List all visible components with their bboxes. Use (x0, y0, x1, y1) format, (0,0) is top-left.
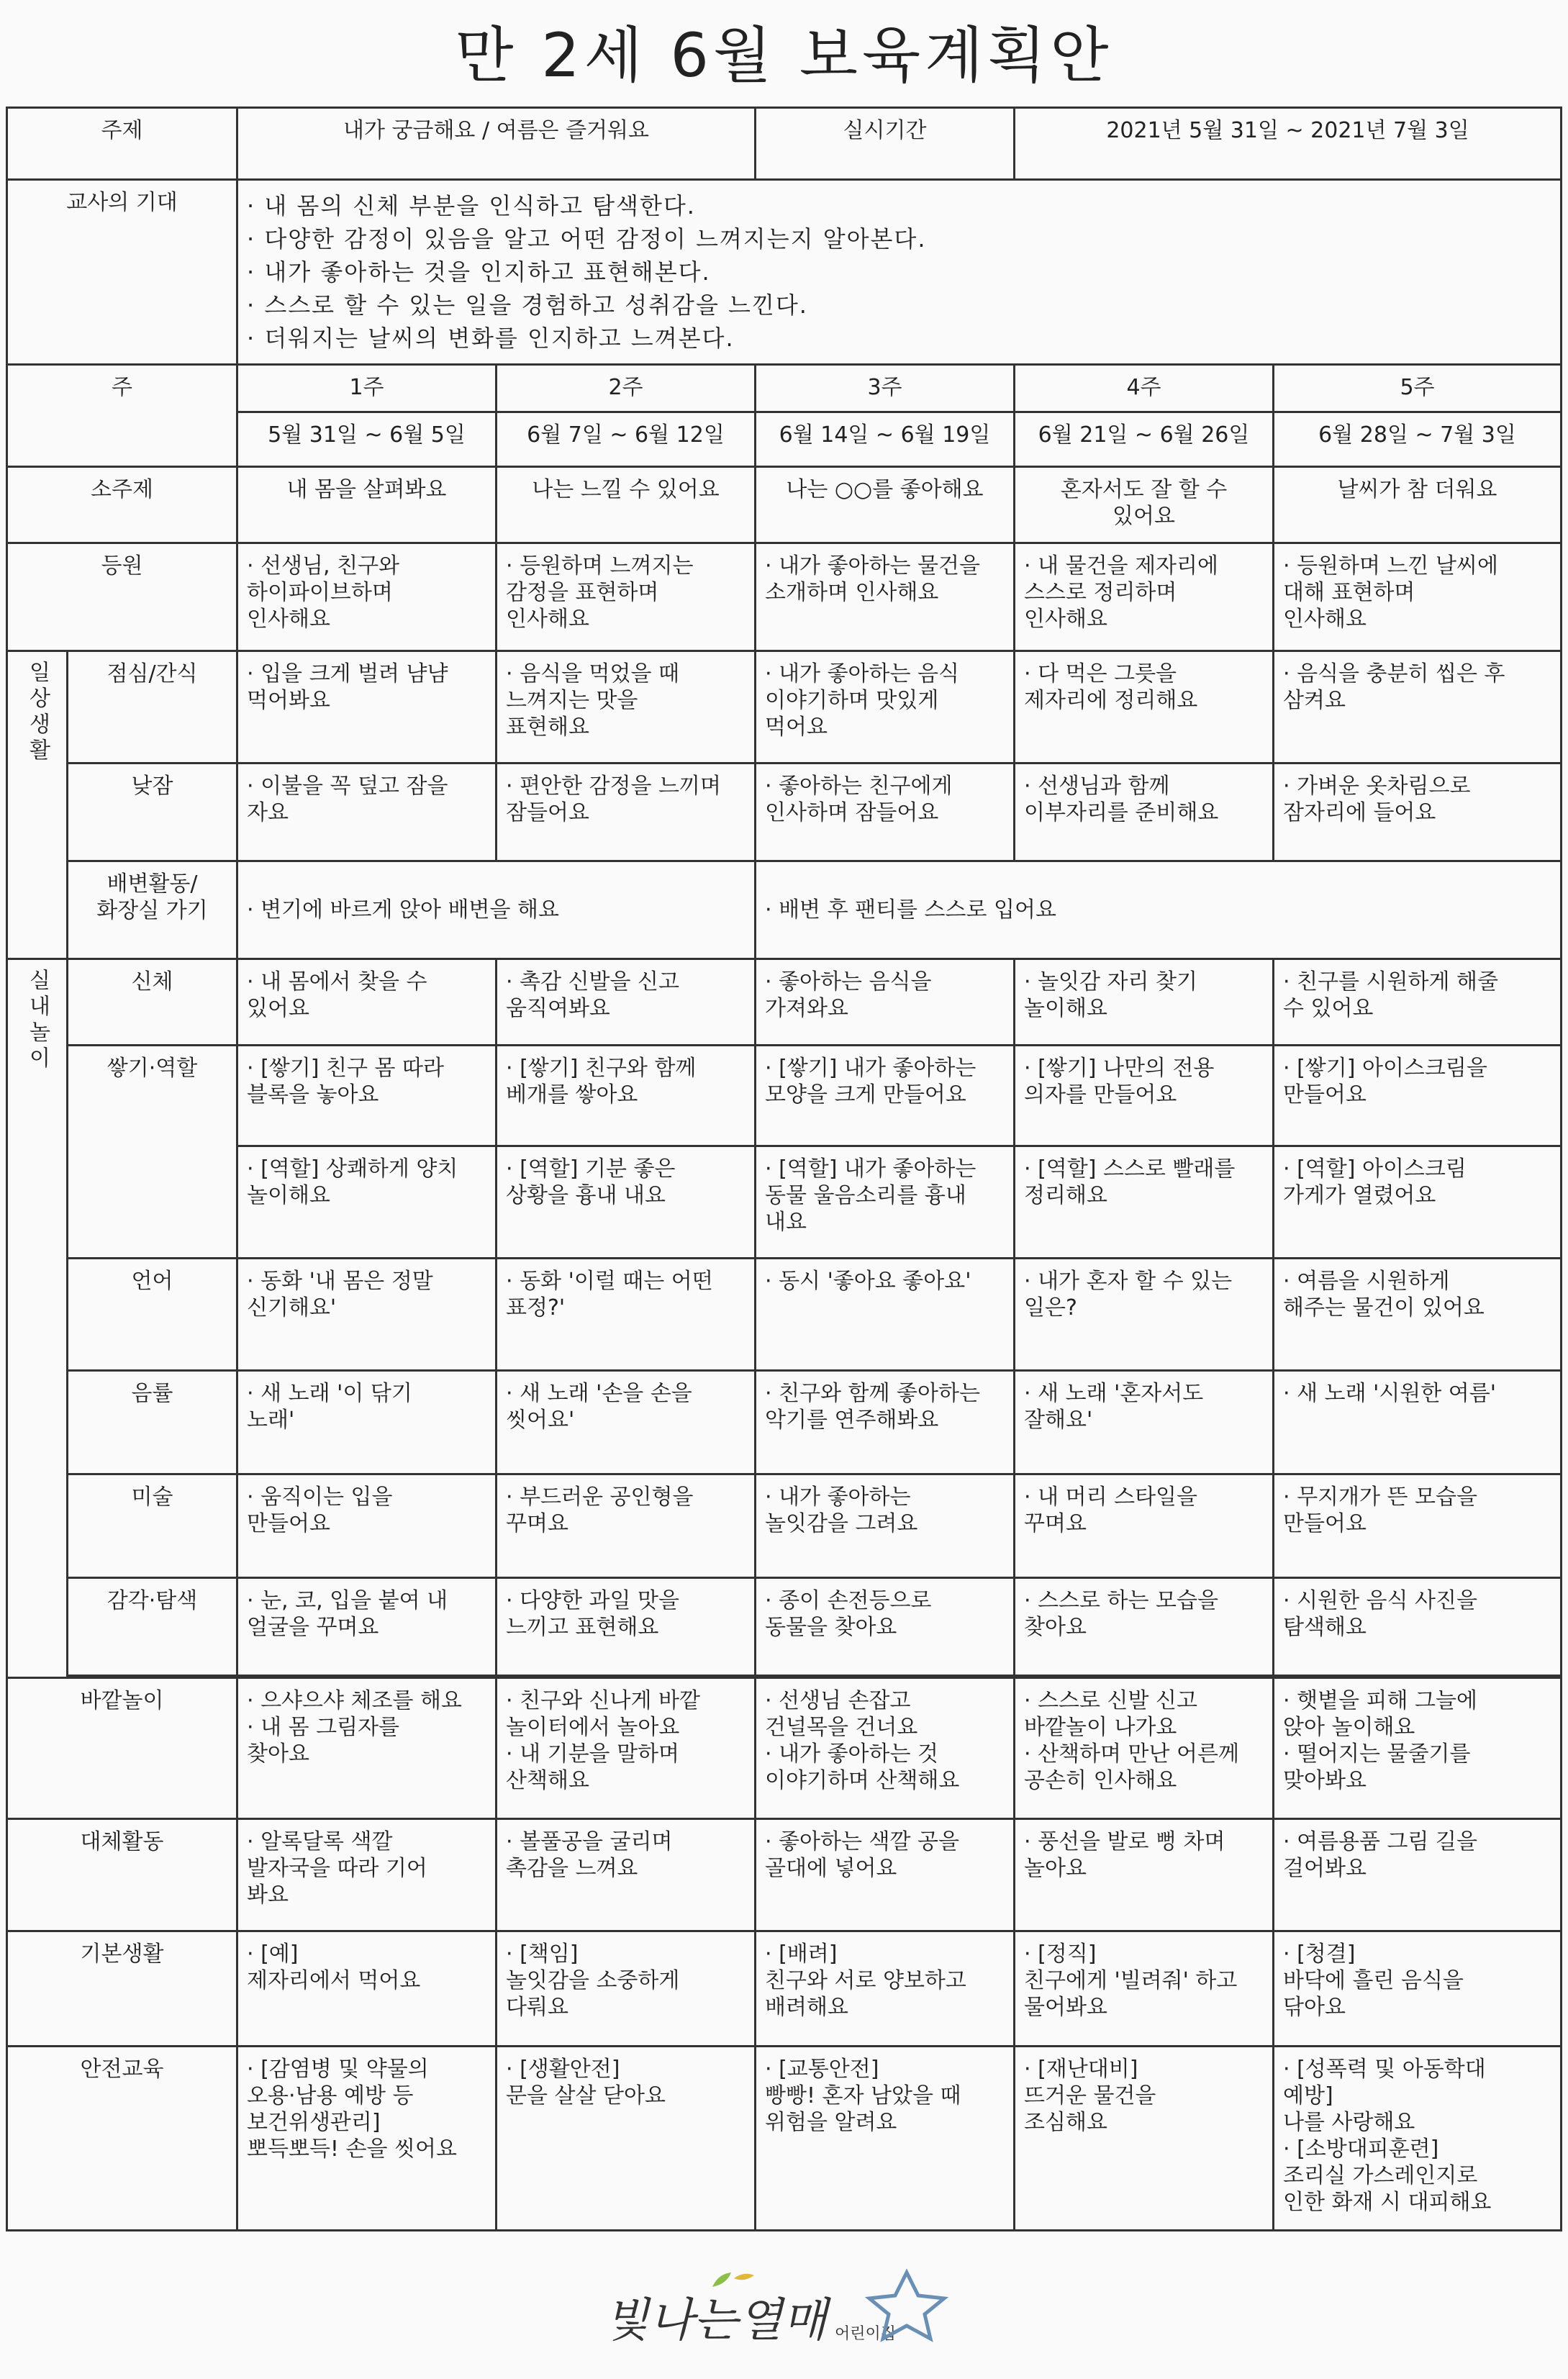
nap-cell: · 선생님과 함께 이부자리를 준비해요 (1015, 763, 1274, 861)
music-cell: · 새 노래 '이 닦기 노래' (237, 1371, 497, 1474)
expectations-list (237, 180, 1562, 365)
weeks-label: 주 (7, 365, 237, 467)
expectation-item: · 다양한 감정이 있음을 알고 어떤 감정이 느껴지는지 알아본다. (247, 225, 927, 253)
arrival-cell: · 등원하며 느낀 날씨에 대해 표현하며 인사해요 (1274, 543, 1562, 651)
alternative-cell: · 풍선을 발로 뻥 차며 놀아요 (1015, 1819, 1274, 1931)
alternative-cell: · 볼풀공을 굴리며 촉감을 느껴요 (497, 1819, 756, 1931)
safety-cell: · [감염병 및 약물의 오용·남용 예방 등 보건위생관리] 뽀득뽀득! 손을 씻어요 (237, 2047, 497, 2231)
blocks-cell: · [쌓기] 친구와 함께 베개를 쌓아요 (497, 1046, 756, 1146)
art-cell: · 무지개가 뜬 모습을 만들어요 (1274, 1474, 1562, 1578)
meal-cell: · 음식을 먹었을 때 느껴지는 맛을 표현해요 (497, 651, 756, 763)
art-label: 미술 (68, 1474, 237, 1578)
basic-life-cell: · [정직] 친구에게 '빌려줘' 하고 물어봐요 (1015, 1931, 1274, 2047)
body-cell: · 친구를 시원하게 해줄 수 있어요 (1274, 959, 1562, 1046)
nap-cell: · 편안한 감정을 느끼며 잠들어요 (497, 763, 756, 861)
language-cell: · 여름을 시원하게 해주는 물건이 있어요 (1274, 1259, 1562, 1371)
nap-cell: · 이불을 꼭 덮고 잠을 자요 (237, 763, 497, 861)
blocks-cell: · [쌓기] 나만의 전용 의자를 만들어요 (1015, 1046, 1274, 1146)
subtopic-cell: 내 몸을 살펴봐요 (237, 467, 497, 543)
period-value: 2021년 5월 31일 ~ 2021년 7월 3일 (1015, 108, 1562, 180)
language-cell: · 동화 '이럴 때는 어떤 표정?' (497, 1259, 756, 1371)
meal-cell: · 내가 좋아하는 음식 이야기하며 맛있게 먹어요 (756, 651, 1015, 763)
blocks-cell: · [쌓기] 내가 좋아하는 모양을 크게 만들어요 (756, 1046, 1015, 1146)
blocks-role-label: 쌓기·역할 (68, 1046, 237, 1259)
expectation-item: · 더워지는 날씨의 변화를 인지하고 느껴본다. (247, 325, 735, 352)
art-cell: · 움직이는 입을 만들어요 (237, 1474, 497, 1578)
music-cell: · 새 노래 '손을 손을 씻어요' (497, 1371, 756, 1474)
sensory-label: 감각·탐색 (68, 1578, 237, 1676)
week-name: 5주 (1274, 365, 1562, 412)
subtopic-label: 소주제 (7, 467, 237, 543)
safety-label: 안전교육 (7, 2047, 237, 2231)
toilet-cell-right: · 배변 후 팬티를 스스로 입어요 (756, 861, 1562, 959)
sensory-cell: · 눈, 코, 입을 붙여 내 얼굴을 꾸며요 (237, 1578, 497, 1676)
sensory-cell: · 시원한 음식 사진을 탐색해요 (1274, 1578, 1562, 1676)
language-cell: · 동화 '내 몸은 정말 신기해요' (237, 1259, 497, 1371)
basic-life-cell: · [예] 제자리에서 먹어요 (237, 1931, 497, 2047)
body-cell: · 촉감 신발을 신고 움직여봐요 (497, 959, 756, 1046)
week-name: 1주 (237, 365, 497, 412)
expectations-label: 교사의 기대 (7, 180, 237, 365)
blocks-cell: · [쌓기] 아이스크림을 만들어요 (1274, 1046, 1562, 1146)
week-dates: 6월 7일 ~ 6월 12일 (497, 412, 756, 467)
alternative-cell: · 알록달록 색깔 발자국을 따라 기어 봐요 (237, 1819, 497, 1931)
toilet-cell-left: · 변기에 바르게 앉아 배변을 해요 (237, 861, 756, 959)
role-cell: · [역할] 기분 좋은 상황을 흉내 내요 (497, 1146, 756, 1259)
sensory-cell: · 다양한 과일 맛을 느끼고 표현해요 (497, 1578, 756, 1676)
meal-cell: · 다 먹은 그릇을 제자리에 정리해요 (1015, 651, 1274, 763)
outdoor-cell: · 스스로 신발 신고 바깥놀이 나가요 · 산책하며 만난 어른께 공손히 인사해요 (1015, 1678, 1274, 1819)
role-cell: · [역할] 내가 좋아하는 동물 울음소리를 흉내 내요 (756, 1146, 1015, 1259)
expectation-item: · 내 몸의 신체 부분을 인식하고 탐색한다. (247, 192, 696, 219)
indoor-group-label: 실내놀이 (7, 959, 68, 1678)
subtopic-cell: 날씨가 참 더워요 (1274, 467, 1562, 543)
art-cell: · 내 머리 스타일을 꾸며요 (1015, 1474, 1274, 1578)
outdoor-cell: · 선생님 손잡고 건널목을 건너요 · 내가 좋아하는 것 이야기하며 산책해요 (756, 1678, 1015, 1819)
theme-value: 내가 궁금해요 / 여름은 즐거워요 (237, 108, 756, 180)
week-dates: 6월 21일 ~ 6월 26일 (1015, 412, 1274, 467)
expectation-item: · 내가 좋아하는 것을 인지하고 표현해본다. (247, 258, 711, 286)
week-name: 3주 (756, 365, 1015, 412)
week-dates: 6월 28일 ~ 7월 3일 (1274, 412, 1562, 467)
theme-label: 주제 (7, 108, 237, 180)
basic-life-cell: · [책임] 놀잇감을 소중하게 다뤄요 (497, 1931, 756, 2047)
logo-sprout-icon (712, 2272, 754, 2287)
role-cell: · [역할] 스스로 빨래를 정리해요 (1015, 1146, 1274, 1259)
meal-cell: · 입을 크게 벌려 냠냠 먹어봐요 (237, 651, 497, 763)
subtopic-cell: 나는 ○○를 좋아해요 (756, 467, 1015, 543)
safety-cell: · [재난대비] 뜨거운 물건을 조심해요 (1015, 2047, 1274, 2231)
sensory-cell: · 종이 손전등으로 동물을 찾아요 (756, 1578, 1015, 1676)
role-cell: · [역할] 상쾌하게 양치 놀이해요 (237, 1146, 497, 1259)
week-dates: 6월 14일 ~ 6월 19일 (756, 412, 1015, 467)
kindergarten-logo (597, 2258, 971, 2366)
nap-label: 낮잠 (68, 763, 237, 861)
body-cell: · 좋아하는 음식을 가져와요 (756, 959, 1015, 1046)
sensory-cell: · 스스로 하는 모습을 찾아요 (1015, 1578, 1274, 1676)
meal-cell: · 음식을 충분히 씹은 후 삼켜요 (1274, 651, 1562, 763)
basic-life-label: 기본생활 (7, 1931, 237, 2047)
subtopic-cell: 혼자서도 잘 할 수 있어요 (1015, 467, 1274, 543)
period-label: 실시기간 (756, 108, 1015, 180)
art-cell: · 내가 좋아하는 놀잇감을 그려요 (756, 1474, 1015, 1578)
nap-cell: · 가벼운 옷차림으로 잠자리에 들어요 (1274, 763, 1562, 861)
alternative-cell: · 좋아하는 색깔 공을 골대에 넣어요 (756, 1819, 1015, 1931)
basic-life-cell: · [청결] 바닥에 흘린 음식을 닦아요 (1274, 1931, 1562, 2047)
alternative-label: 대체활동 (7, 1819, 237, 1931)
basic-life-cell: · [배려] 친구와 서로 양보하고 배려해요 (756, 1931, 1015, 2047)
outdoor-cell: · 햇볕을 피해 그늘에 앉아 놀이해요 · 떨어지는 물줄기를 맞아봐요 (1274, 1678, 1562, 1819)
week-dates: 5월 31일 ~ 6월 5일 (237, 412, 497, 467)
body-label: 신체 (68, 959, 237, 1046)
arrival-cell: · 내 물건을 제자리에 스스로 정리하며 인사해요 (1015, 543, 1274, 651)
language-cell: · 동시 '좋아요 좋아요' (756, 1259, 1015, 1371)
expectation-item: · 스스로 할 수 있는 일을 경험하고 성취감을 느낀다. (247, 291, 808, 319)
outdoor-label: 바깥놀이 (7, 1678, 237, 1819)
arrival-label: 등원 (7, 543, 237, 651)
safety-cell: · [성폭력 및 아동학대 예방] 나를 사랑해요 · [소방대피훈련] 조리실 가스레인지로 인한 화재 시 대피해요 (1274, 2047, 1562, 2231)
role-cell: · [역할] 아이스크림 가게가 열렸어요 (1274, 1146, 1562, 1259)
art-cell: · 부드러운 공인형을 꾸며요 (497, 1474, 756, 1578)
music-cell: · 친구와 함께 좋아하는 악기를 연주해봐요 (756, 1371, 1015, 1474)
music-cell: · 새 노래 '시원한 여름' (1274, 1371, 1562, 1474)
music-cell: · 새 노래 '혼자서도 잘해요' (1015, 1371, 1274, 1474)
alternative-cell: · 여름용품 그림 길을 걸어봐요 (1274, 1819, 1562, 1931)
page-title: 만 2세 6월 보육계획안 (455, 20, 1113, 91)
arrival-cell: · 선생님, 친구와 하이파이브하며 인사해요 (237, 543, 497, 651)
arrival-cell: · 내가 좋아하는 물건을 소개하며 인사해요 (756, 543, 1015, 651)
music-label: 음률 (68, 1371, 237, 1474)
blocks-cell: · [쌓기] 친구 몸 따라 블록을 놓아요 (237, 1046, 497, 1146)
week-name: 2주 (497, 365, 756, 412)
outdoor-cell: · 으샤으샤 체조를 해요 · 내 몸 그림자를 찾아요 (237, 1678, 497, 1819)
logo-subtext: 어린이집 (835, 2325, 897, 2343)
meal-label: 점심/간식 (68, 651, 237, 763)
outdoor-cell: · 친구와 신나게 바깥 놀이터에서 놀아요 · 내 기분을 말하며 산책해요 (497, 1678, 756, 1819)
arrival-cell: · 등원하며 느껴지는 감정을 표현하며 인사해요 (497, 543, 756, 651)
toilet-label: 배변활동/ 화장실 가기 (68, 861, 237, 959)
logo-text: 빛나는열매 (604, 2294, 828, 2347)
plan-table (6, 107, 1562, 2231)
language-cell: · 내가 혼자 할 수 있는 일은? (1015, 1259, 1274, 1371)
week-name: 4주 (1015, 365, 1274, 412)
daily-life-group-label: 일상생활 (7, 651, 68, 959)
body-cell: · 내 몸에서 찾을 수 있어요 (237, 959, 497, 1046)
language-label: 언어 (68, 1259, 237, 1371)
safety-cell: · [생활안전] 문을 살살 닫아요 (497, 2047, 756, 2231)
body-cell: · 놀잇감 자리 찾기 놀이해요 (1015, 959, 1274, 1046)
subtopic-cell: 나는 느낄 수 있어요 (497, 467, 756, 543)
safety-cell: · [교통안전] 빵빵! 혼자 남았을 때 위험을 알려요 (756, 2047, 1015, 2231)
nap-cell: · 좋아하는 친구에게 인사하며 잠들어요 (756, 763, 1015, 861)
